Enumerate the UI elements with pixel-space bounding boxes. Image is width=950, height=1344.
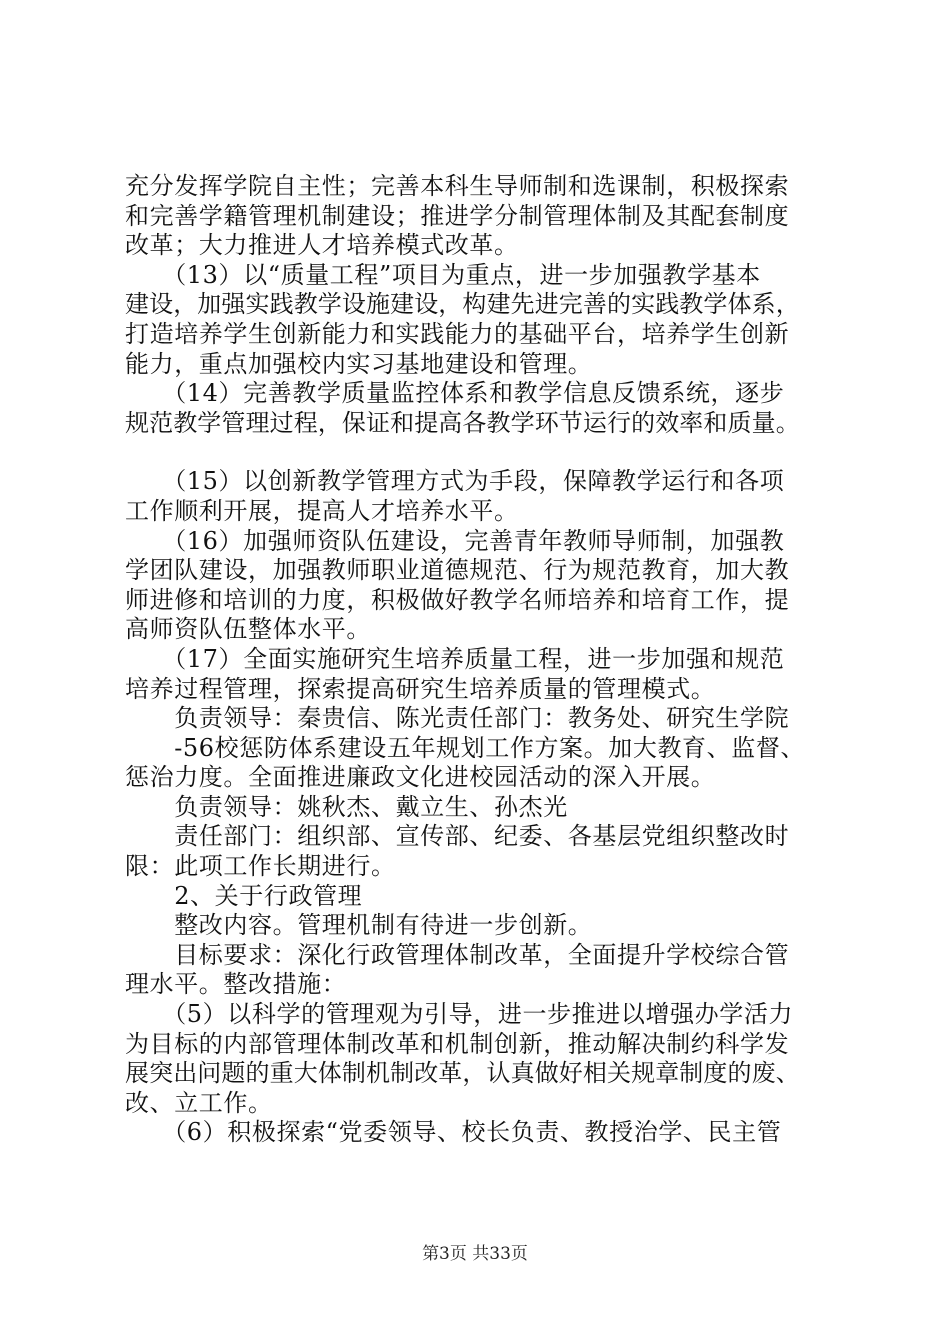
text-line: 工作顺利开展，提高人才培养水平。 xyxy=(125,496,519,525)
text-line: 打造培养学生创新能力和实践能力的基础平台，培养学生创新 xyxy=(125,319,790,348)
text-line: （15）以创新教学管理方式为手段，保障教学运行和各项 xyxy=(125,467,785,496)
text-line: （16）加强师资队伍建设，完善青年教师导师制，加强教 xyxy=(125,526,785,555)
text-line: （6）积极探索“党委领导、校长负责、教授治学、民主管 xyxy=(125,1118,782,1147)
text-line: 展突出问题的重大体制机制改革，认真做好相关规章制度的废、 xyxy=(125,1059,800,1088)
text-line: 限：此项工作长期进行。 xyxy=(125,852,396,881)
text-line: （5）以科学的管理观为引导，进一步推进以增强办学活力 xyxy=(125,1000,794,1029)
text-line: 充分发挥学院自主性；完善本科生导师制和选课制，积极探索 xyxy=(125,172,790,200)
text-line: （17）全面实施研究生培养质量工程，进一步加强和规范 xyxy=(125,644,785,673)
text-line: 建设，加强实践教学设施建设，构建先进完善的实践教学体系， xyxy=(125,290,800,319)
page-footer xyxy=(0,1243,950,1265)
text-line: 负责领导：姚秋杰、戴立生、孙杰光 xyxy=(125,792,568,821)
text-line: 和完善学籍管理机制建设；推进学分制管理体制及其配套制度 xyxy=(125,201,790,230)
blank-line xyxy=(125,438,845,467)
text-line: 能力，重点加强校内实习基地建设和管理。 xyxy=(125,349,593,378)
text-line: 规范教学管理过程，保证和提高各教学环节运行的效率和质量。 xyxy=(125,408,800,437)
text-line: 惩治力度。全面推进廉政文化进校园活动的深入开展。 xyxy=(125,763,716,792)
text-line: 负责领导：秦贵信、陈光责任部门：教务处、研究生学院 xyxy=(125,704,790,733)
text-line: 改、立工作。 xyxy=(125,1088,273,1117)
text-line: 改革；大力推进人才培养模式改革。 xyxy=(125,231,519,260)
text-line: 高师资队伍整体水平。 xyxy=(125,615,371,644)
text-line: 培养过程管理，探索提高研究生培养质量的管理模式。 xyxy=(125,674,716,703)
text-line: 理水平。整改措施： xyxy=(125,970,347,999)
text-line: 责任部门：组织部、宣传部、纪委、各基层党组织整改时 xyxy=(125,822,790,851)
text-line: 整改内容。管理机制有待进一步创新。 xyxy=(125,911,593,940)
text-line: （14）完善教学质量监控体系和教学信息反馈系统，逐步 xyxy=(125,379,785,408)
page-number-label: 第3页 共33页 xyxy=(422,1244,528,1264)
text-line: 为目标的内部管理体制改革和机制创新，推动解决制约科学发 xyxy=(125,1029,790,1058)
text-line: -56校惩防体系建设五年规划工作方案。加大教育、监督、 xyxy=(125,733,806,762)
document-body xyxy=(125,172,845,1148)
text-line: （13）以“质量工程”项目为重点，进一步加强教学基本 xyxy=(125,260,761,289)
text-line: 2、关于行政管理 xyxy=(125,881,363,910)
text-line: 目标要求：深化行政管理体制改革，全面提升学校综合管 xyxy=(125,940,790,969)
text-line: 师进修和培训的力度，积极做好教学名师培养和培育工作，提 xyxy=(125,585,790,614)
text-line: 学团队建设，加强教师职业道德规范、行为规范教育，加大教 xyxy=(125,556,790,585)
